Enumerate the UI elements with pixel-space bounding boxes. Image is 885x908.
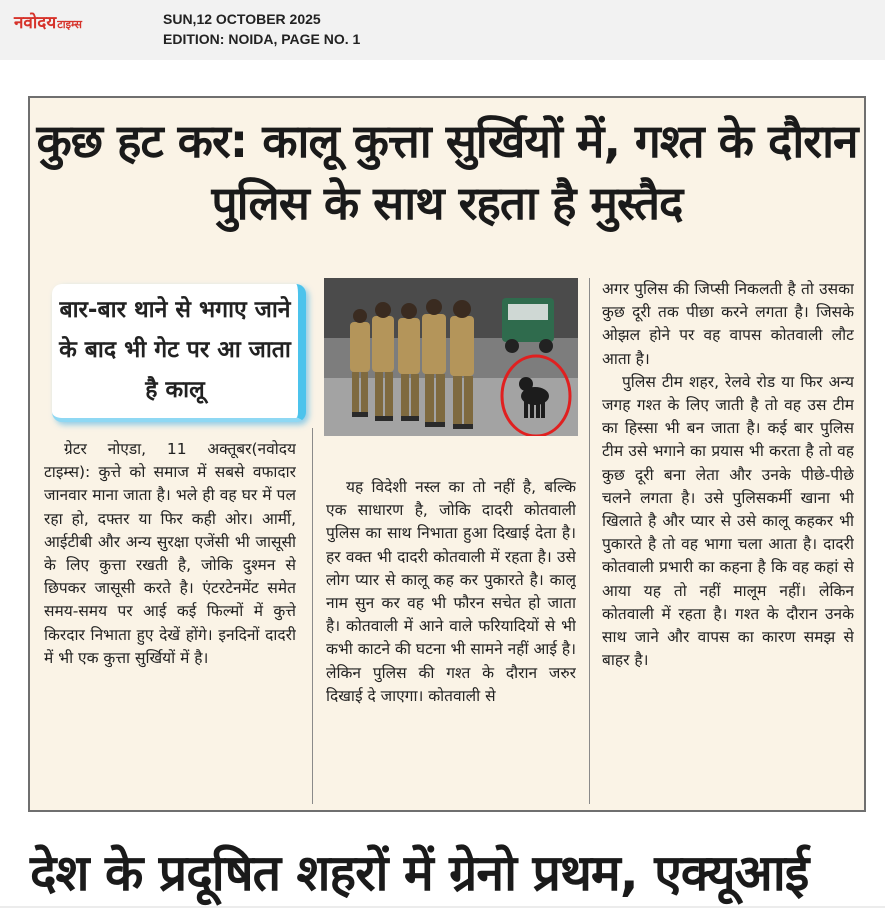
subheadline: बार-बार थाने से भगाए जाने के बाद भी गेट पर आ जाता है कालू	[59, 297, 291, 403]
article-clipping[interactable]	[28, 96, 866, 812]
next-article-headline[interactable]: देश के प्रदूषित शहरों में ग्रेनो प्रथम, एक्यूआई	[30, 844, 809, 902]
column-1-text: ग्रेटर नोएडा, 11 अक्तूबर(नवोदय टाइम्स): कुत्ते को समाज में सबसे वफादार जानवार माना जाता है। भले ही वह घर में पल रहा हो, दफ्तर या फिर कही ओर। आर्मी, आईटीबी और अन्य सुरक्षा एजेंसी भी जासूसी के लिए कुत्ता रखती है, जोकि दुश्मन से छिपकर जासूसी करते है। एंटरटेनमेंट समेत समय-समय पर आई कई फिल्मों में कुत्ते किरदार निभाता हुए देखें होंगे। इनदिनों दादरी में भी एक कुत्ता सुर्खियों में है।	[44, 440, 296, 667]
masthead-bar	[0, 0, 885, 60]
column-2-text: यह विदेशी नस्ल का तो नहीं है, बल्कि एक साधारण है, जोकि दादरी कोतवाली पुलिस का साथ निभाता हुआ दिखाई देता है। हर वक्त भी दादरी कोतवाली में रहता है। उसे लोग प्यार से कालू कह कर पुकारते है। कालू नाम सुन कर वह भी फौरन सचेत हो जाता है। कोतवाली में आने वाले फरियादियों से भी कभी काटने की घटना भी सामने नहीं आई है। लेकिन पुलिस की गश्त के दौरान जरुर दिखाई दे जाएगा। कोतवाली से	[326, 478, 576, 705]
article-column-1	[44, 438, 296, 808]
column-3-paragraph-1: अगर पुलिस की जिप्सी निकलती है तो उसका कुछ दूरी तक पीछा करने लगता है। जिसके ओझल होने पर वह वापस कोतवाली लौट आता है।	[602, 280, 854, 368]
logo-main: नवोदय	[14, 13, 57, 33]
publish-date: SUN,12 OCTOBER 2025	[163, 11, 321, 27]
article-column-3	[602, 278, 854, 798]
article-headline: कुछ हट कर: कालू कुत्ता सुर्खियों में, गश्त के दौरान पुलिस के साथ रहता है मुस्तैद	[36, 114, 858, 230]
column-divider	[589, 278, 590, 804]
news-photo[interactable]	[324, 278, 578, 436]
article-column-2	[326, 476, 576, 806]
logo-sub: टाइम्स	[57, 18, 82, 31]
edition-page: EDITION: NOIDA, PAGE NO. 1	[163, 31, 361, 47]
police-patrol-photo	[324, 278, 578, 436]
newspaper-logo[interactable]	[14, 10, 82, 33]
column-divider	[312, 428, 313, 804]
subheadline-callout	[52, 284, 306, 422]
column-3-paragraph-2: पुलिस टीम शहर, रेलवे रोड या फिर अन्य जगह गश्त के लिए जाती है तो वह उस टीम का हिस्सा भी बन जाता है। कई बार पुलिस टीम उसे भगाने का प्रयास भी करता है तो वह कुछ दूरी बना लेता और उनके पीछे-पीछे चलने लगता है। उसे पुलिसकर्मी खाना भी खिलाते है और प्यार से उसे कालू कहकर भी पुकारते है तो वह भागा चला आता है। दादरी कोतवाली प्रभारी का कहना है कि वह कहां से आया यह तो नहीं मालूम नहीं। लेकिन कोतवाली में रहता है। गश्त के दौरान उनके साथ जाने और वापस का कारण समझ से बाहर है।	[602, 372, 854, 670]
edition-info	[163, 9, 360, 49]
